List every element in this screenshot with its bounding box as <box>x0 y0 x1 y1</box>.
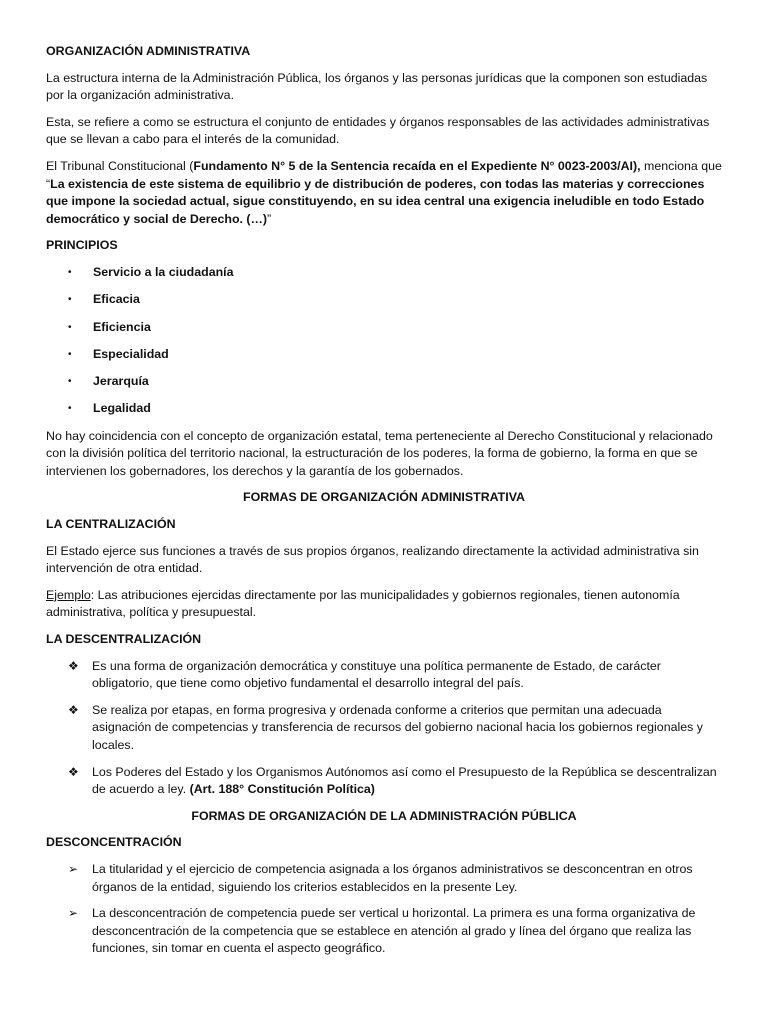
ejemplo-text: : Las atribuciones ejercidas directamente por las municipalidades y gobiernos regionales, tienen autonomía administrativa, política y presupuestal. <box>46 587 680 620</box>
list-item: ❖ Es una forma de organización democrática y constituye una política permanente de Estado, de carácter obligatorio, que tiene como objetivo fundamental el desarrollo integral del país. <box>68 658 661 691</box>
descentralizacion-list <box>46 658 722 799</box>
list-item: ❖ Se realiza por etapas, en forma progresiva y ordenada conforme a criterios que permitan una adecuada asignación de competencias y transferencia de recursos del gobierno nacional hacia los gobiernos regionales y locales. <box>68 702 703 752</box>
list-item: ➢ La desconcentración de competencia puede ser vertical u horizontal. La primera es una forma organizativa de desconcentración de la competencia que se establece en atención al grado y línea del órgano que realiza las funciones, sin tomar en cuenta el aspecto geográfico. <box>68 906 696 956</box>
arrow-bullet-icon: ➢ <box>68 906 79 921</box>
formas-ap-heading: FORMAS DE ORGANIZACIÓN DE LA ADMINISTRACIÓN PÚBLICA <box>191 808 577 823</box>
principios-heading: PRINCIPIOS <box>46 238 118 253</box>
ejemplo-paragraph <box>46 587 722 622</box>
tribunal-paragraph <box>46 158 722 228</box>
bullet-icon: • <box>68 321 72 333</box>
list-item: ➢ La titularidad y el ejercicio de competencia asignada a los órganos administrativos se desconcentran en otros órganos de la entidad, siguiendo los criterios establecidos en la presente Ley. <box>68 861 693 894</box>
tc-mid: menciona que “ <box>46 158 722 191</box>
bullet-icon: • <box>68 294 72 306</box>
list-item: • Especialidad <box>46 346 722 364</box>
desconcentracion-list <box>46 861 722 958</box>
bullet-icon: • <box>68 403 72 415</box>
diamond-bullet-icon: ❖ <box>68 764 79 779</box>
list-item: • Eficiencia <box>46 319 722 337</box>
tc-quote: La existencia de este sistema de equilibrio y de distribución de poderes, con todas las materias y correcciones que impone la sociedad actual, sigue constituyendo, en su idea central una exigencia ineludible en todo Estado democrático y social de Derecho. (…) <box>46 176 705 226</box>
centralizacion-text: El Estado ejerce sus funciones a través de sus propios órganos, realizando directamente la actividad administrativa sin intervención de otra entidad. <box>46 543 699 576</box>
tc-post: ” <box>267 211 272 226</box>
diamond-bullet-icon: ❖ <box>68 702 79 717</box>
tc-reference: Fundamento N° 5 de la Sentencia recaída en el Expediente N° 0023-2003/AI), <box>193 158 641 173</box>
no-coincidencia-paragraph: No hay coincidencia con el concepto de organización estatal, tema perteneciente al Derecho Constitucional y relacionado con la división política del territorio nacional, la estructuración de los poderes, la forma de gobierno, la forma en que se intervienen los gobernadores, los derechos y la garantía de los gobernados. <box>46 428 713 478</box>
centralizacion-heading: LA CENTRALIZACIÓN <box>46 517 176 531</box>
list-item: • Jerarquía <box>46 373 722 391</box>
bullet-icon: • <box>68 266 72 278</box>
bullet-icon: • <box>68 348 72 360</box>
descentralizacion-heading: LA DESCENTRALIZACIÓN <box>46 631 202 646</box>
ejemplo-label: Ejemplo <box>46 587 91 602</box>
desconcentracion-heading: DESCONCENTRACIÓN <box>46 835 182 850</box>
list-item: ❖ Los Poderes del Estado y los Organismos Autónomos así como el Presupuesto de la República se descentralizan de acuerdo a ley. (Art. 188° Constitución Política) <box>68 764 717 797</box>
diamond-bullet-icon: ❖ <box>68 658 79 673</box>
list-item: • Legalidad <box>46 400 722 418</box>
principios-list <box>46 264 722 418</box>
arrow-bullet-icon: ➢ <box>68 861 79 876</box>
intro-paragraph-1: La estructura interna de la Administración Pública, los órganos y las personas jurídicas que la componen son estudiadas por la organización administrativa. <box>46 70 708 103</box>
intro-paragraph-2: Esta, se refiere a como se estructura el conjunto de entidades y órganos responsables de las actividades administrativas que se llevan a cabo para el interés de la comunidad. <box>46 114 710 147</box>
document-title: ORGANIZACIÓN ADMINISTRATIVA <box>46 44 251 58</box>
tc-pre: El Tribunal Constitucional ( <box>46 158 194 173</box>
list-item: • Servicio a la ciudadanía <box>46 264 722 282</box>
bullet-icon: • <box>68 376 72 388</box>
list-item: • Eficacia <box>46 291 722 309</box>
formas-heading: FORMAS DE ORGANIZACIÓN ADMINISTRATIVA <box>243 490 525 505</box>
